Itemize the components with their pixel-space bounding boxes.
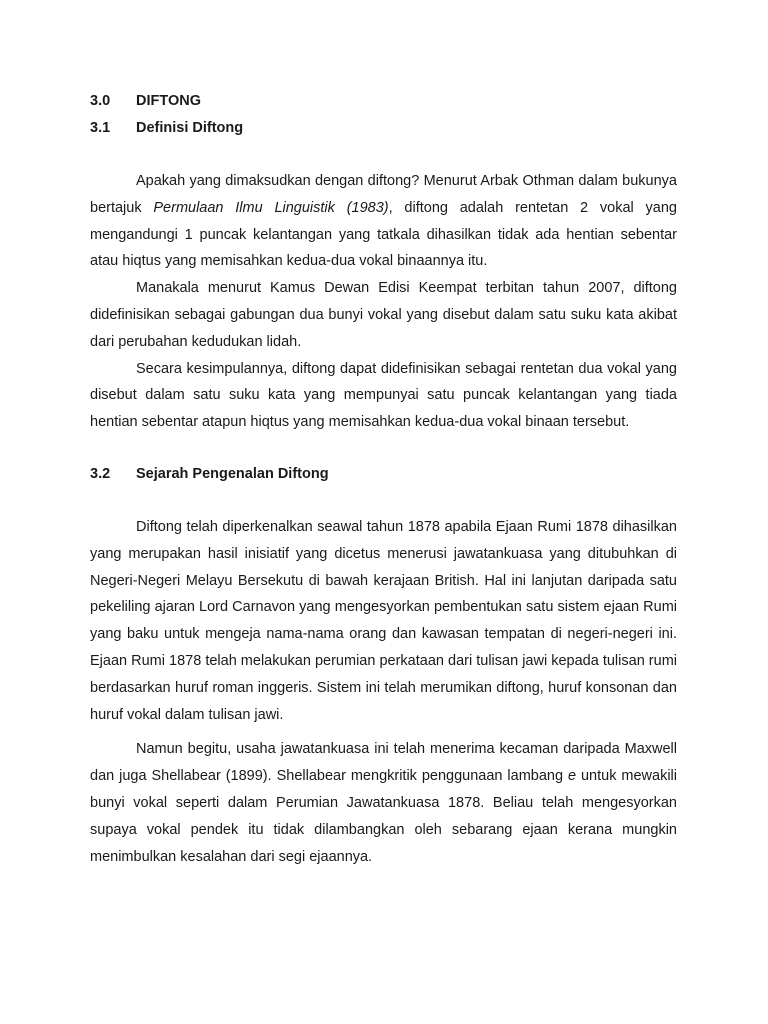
section-heading-3-1 <box>90 115 677 142</box>
section-heading-3-2 <box>90 461 677 488</box>
paragraph-conclusion: Secara kesimpulannya, diftong dapat didefinisikan sebagai rentetan dua vokal yang disebut dalam satu suku kata yang mempunyai satu puncak kelantangan yang tiada hentian sebentar atapun hiqtus yang memisahkan kedua-dua vokal binaan tersebut. <box>90 360 677 431</box>
section-title: Definisi Diftong <box>136 120 244 136</box>
paragraph-history-ejaan-rumi: Diftong telah diperkenalkan seawal tahun 1878 apabila Ejaan Rumi 1878 dihasilkan yang merupakan hasil inisiatif yang dicetus menerusi jawatankuasa yang ditubuhkan di Negeri-Negeri Melayu Bersekutu di bawah kerajaan British. Hal ini lanjutan daripada satu pekeliling ajaran Lord Carnavon yang mengesyorkan pembentukan satu sistem ejaan Rumi yang baku untuk mengeja nama-nama orang dan kawasan tempatan di negeri-negeri ini. Ejaan Rumi 1878 telah melakukan perumian perkataan dari tulisan jawi kepada tulisan rumi berdasarkan huruf roman inggeris. Sistem ini telah merumikan diftong, huruf konsonan dan huruf vokal dalam tulisan jawi. <box>90 518 677 723</box>
section-title: Sejarah Pengenalan Diftong <box>136 465 329 482</box>
paragraph-text: , diftong adalah rentetan 2 vokal yang mengandungi 1 puncak kelantangan yang tatkala dihasilkan tidak ada hentian sebentar atau hiqtus yang memisahkan kedua-dua vokal binaannya itu. <box>90 199 677 270</box>
document-page <box>90 88 677 870</box>
section-number: 3.0 <box>90 93 111 109</box>
section-title: DIFTONG <box>136 93 201 109</box>
book-title: Permulaan Ilmu Linguistik (1983) <box>153 199 389 216</box>
paragraph-text: Namun begitu, usaha jawatankuasa ini telah menerima kecaman daripada Maxwell dan juga Shellabear (1899). Shellabear mengkritik penggunaan lambang <box>90 741 677 785</box>
section-heading-3-0 <box>90 88 677 115</box>
section-number: 3.1 <box>90 120 111 136</box>
section-number: 3.2 <box>90 465 111 482</box>
paragraph-text: untuk mewakili bunyi vokal seperti dalam Perumian Jawatankuasa 1878. Beliau telah mengesyorkan supaya vokal pendek itu tidak dilambangkan oleh sebarang ejaan kerana mungkin menimbulkan kesalahan dari segi ejaannya. <box>90 768 677 865</box>
paragraph-criticism-shellabear <box>90 736 677 870</box>
symbol-e: e <box>567 768 577 785</box>
paragraph-definition-arbak <box>90 168 677 275</box>
paragraph-definition-kamus: Manakala menurut Kamus Dewan Edisi Keempat terbitan tahun 2007, diftong didefinisikan sebagai gabungan dua bunyi vokal yang disebut dalam satu suku kata akibat dari perubahan kedudukan lidah. <box>90 280 677 350</box>
paragraph-text: Apakah yang dimaksudkan dengan diftong? Menurut Arbak Othman dalam bukunya bertajuk <box>90 173 677 216</box>
